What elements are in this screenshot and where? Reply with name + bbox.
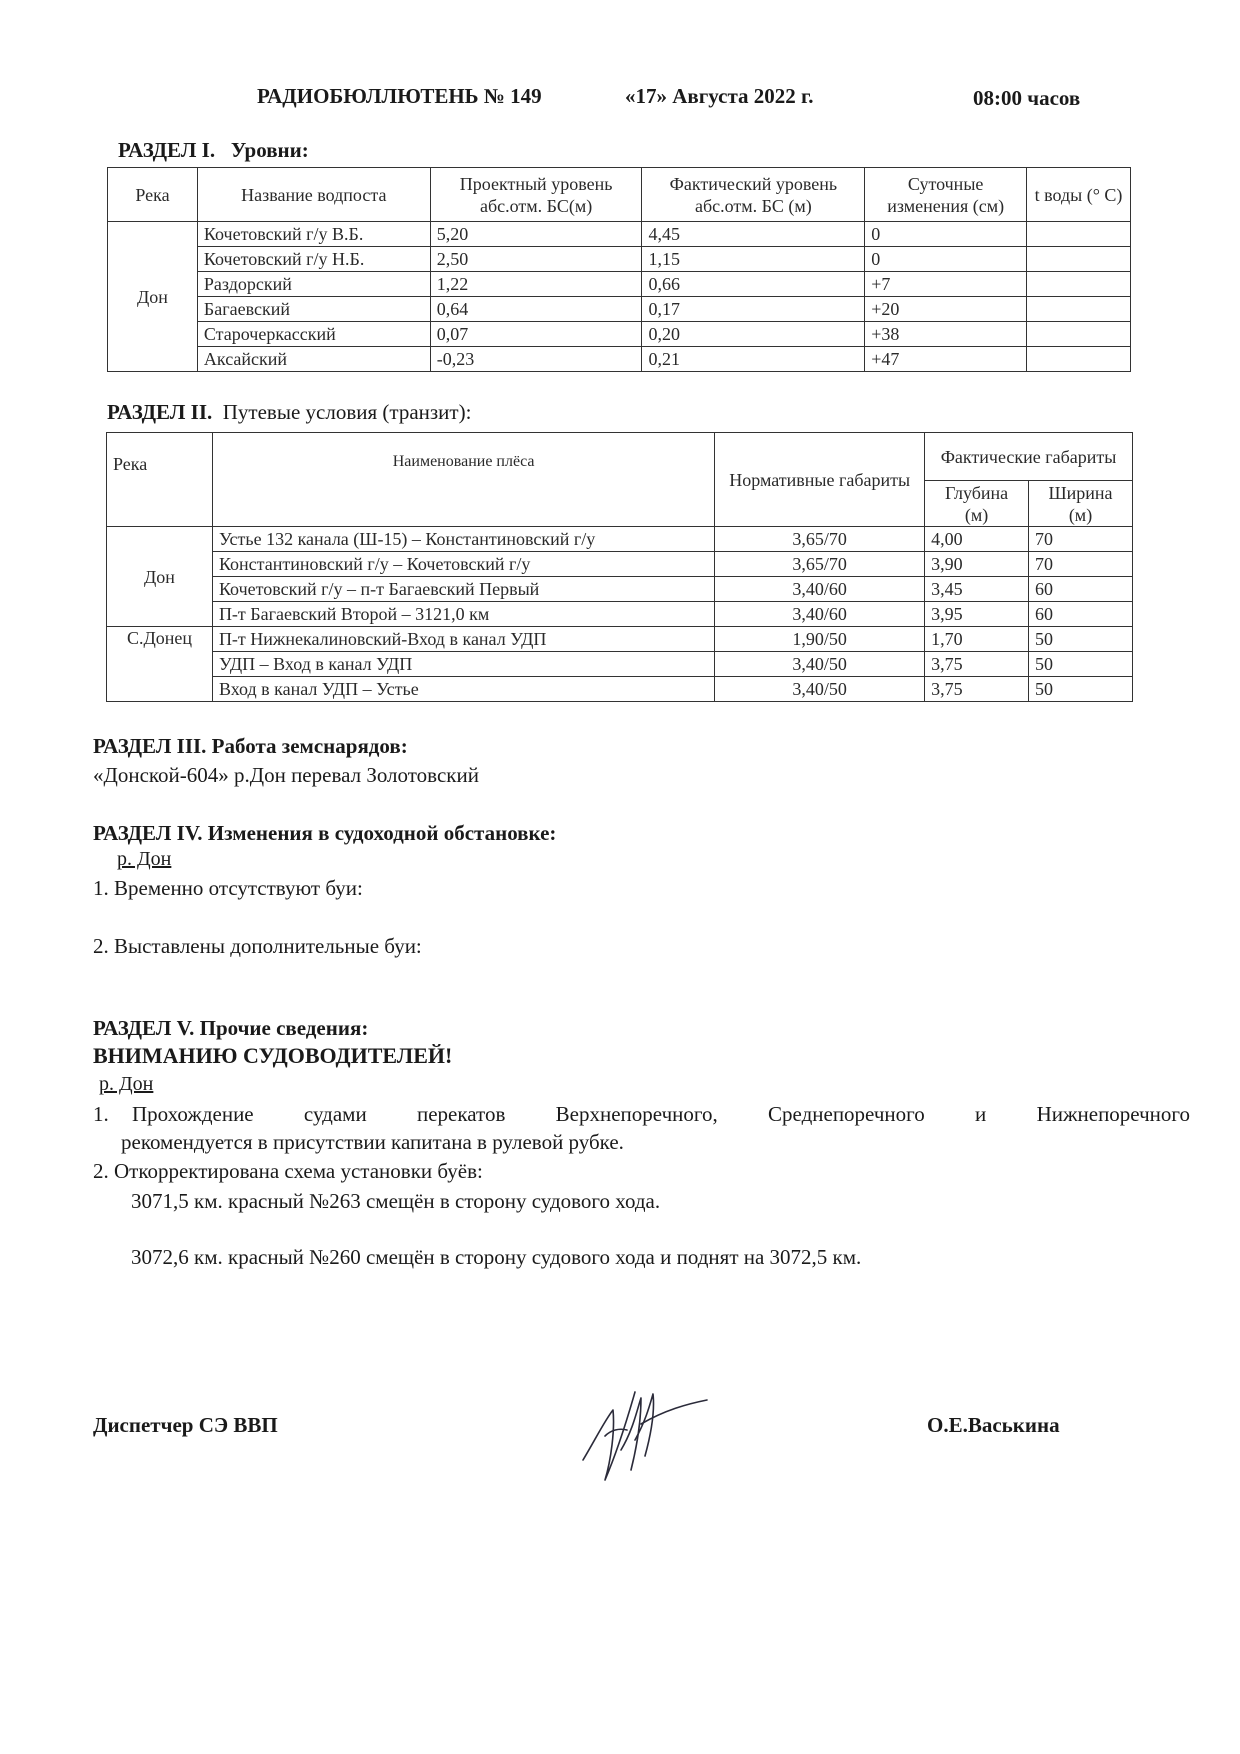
transit-depth: 3,95 <box>925 602 1029 627</box>
levels-col-river: Река <box>108 168 198 222</box>
levels-table <box>107 167 1131 372</box>
levels-project: 2,50 <box>430 247 642 272</box>
transit-norm: 3,65/70 <box>715 552 925 577</box>
transit-width: 60 <box>1029 577 1133 602</box>
levels-col-change: Суточные изменения (см) <box>865 168 1027 222</box>
table-row <box>107 577 1133 602</box>
levels-actual: 0,66 <box>642 272 865 297</box>
transit-col-river: Река <box>107 433 213 527</box>
transit-depth: 3,90 <box>925 552 1029 577</box>
section5-item1-num: 1. <box>93 1102 109 1126</box>
transit-depth: 3,75 <box>925 652 1029 677</box>
dispatcher-name: О.Е.Васькина <box>927 1413 1060 1437</box>
levels-change: +7 <box>865 272 1027 297</box>
levels-col-post: Название водпоста <box>197 168 430 222</box>
signature-icon <box>575 1380 715 1490</box>
levels-post: Раздорский <box>197 272 430 297</box>
transit-depth: 4,00 <box>925 527 1029 552</box>
section4-item-1: 1. Временно отсутствуют буи: <box>93 876 363 900</box>
transit-header-row <box>107 433 1133 481</box>
table-row <box>108 347 1131 372</box>
levels-header-row <box>108 168 1131 222</box>
section2-heading <box>107 400 471 425</box>
transit-name: Кочетовский г/у – п-т Багаевский Первый <box>212 577 714 602</box>
section4-title: РАЗДЕЛ IV. Изменения в судоходной обстановке: <box>93 821 557 845</box>
levels-post: Аксайский <box>197 347 430 372</box>
bulletin-date: «17» Августа 2022 г. <box>625 84 814 108</box>
levels-post: Кочетовский г/у В.Б. <box>197 222 430 247</box>
section1-heading <box>118 138 309 163</box>
section5-item1-line2: рекомендуется в присутствии капитана в рулевой рубке. <box>121 1130 624 1154</box>
transit-col-width: Ширина (м) <box>1029 481 1133 527</box>
transit-river-cell: Дон <box>107 527 213 627</box>
levels-temp <box>1027 247 1131 272</box>
bulletin-title: РАДИОБЮЛЛЮТЕНЬ № 149 <box>257 84 542 108</box>
table-row <box>108 272 1131 297</box>
dispatcher-position: Диспетчер СЭ ВВП <box>93 1413 278 1437</box>
section5-river: р. Дон <box>99 1073 154 1095</box>
table-row <box>107 652 1133 677</box>
attention-heading: ВНИМАНИЮ СУДОВОДИТЕЛЕЙ! <box>93 1043 453 1068</box>
levels-temp <box>1027 222 1131 247</box>
transit-name: П-т Багаевский Второй – 3121,0 км <box>212 602 714 627</box>
transit-name: Вход в канал УДП – Устье <box>212 677 714 702</box>
transit-width: 70 <box>1029 527 1133 552</box>
transit-table <box>106 432 1133 702</box>
levels-project: 5,20 <box>430 222 642 247</box>
levels-actual: 0,20 <box>642 322 865 347</box>
transit-width: 60 <box>1029 602 1133 627</box>
transit-name: П-т Нижнекалиновский-Вход в канал УДП <box>212 627 714 652</box>
levels-col-project: Проектный уровень абс.отм. БС(м) <box>430 168 642 222</box>
levels-temp <box>1027 322 1131 347</box>
transit-river-cell: С.Донец <box>107 627 213 702</box>
levels-project: 1,22 <box>430 272 642 297</box>
transit-width: 50 <box>1029 627 1133 652</box>
transit-norm: 3,65/70 <box>715 527 925 552</box>
transit-depth: 1,70 <box>925 627 1029 652</box>
transit-name: Константиновский г/у – Кочетовский г/у <box>212 552 714 577</box>
transit-depth: 3,75 <box>925 677 1029 702</box>
transit-norm: 3,40/60 <box>715 602 925 627</box>
transit-name: Устье 132 канала (Ш-15) – Константиновский г/у <box>212 527 714 552</box>
levels-project: 0,64 <box>430 297 642 322</box>
section1-number: РАЗДЕЛ I. <box>118 138 216 162</box>
section5-title: РАЗДЕЛ V. Прочие сведения: <box>93 1016 369 1040</box>
levels-post: Кочетовский г/у Н.Б. <box>197 247 430 272</box>
section3-title: РАЗДЕЛ III. Работа земснарядов: <box>93 734 408 758</box>
table-row <box>107 552 1133 577</box>
section5-item2-a: 3071,5 км. красный №263 смещён в сторону судового хода. <box>131 1189 661 1213</box>
levels-post: Багаевский <box>197 297 430 322</box>
bulletin-time: 08:00 часов <box>973 86 1081 110</box>
levels-change: +38 <box>865 322 1027 347</box>
section4-item-2: 2. Выставлены дополнительные буи: <box>93 934 422 958</box>
table-row <box>108 247 1131 272</box>
levels-change: +20 <box>865 297 1027 322</box>
levels-actual: 0,21 <box>642 347 865 372</box>
levels-post: Старочеркасский <box>197 322 430 347</box>
section5-item1-line1: Прохождение судами перекатов Верхнепоречного, Среднепоречного и Нижнепоречного <box>132 1102 1190 1126</box>
table-row <box>107 677 1133 702</box>
levels-change: 0 <box>865 247 1027 272</box>
section5-item2: 2. Откорректирована схема установки буёв: <box>93 1159 483 1183</box>
levels-project: -0,23 <box>430 347 642 372</box>
transit-depth: 3,45 <box>925 577 1029 602</box>
transit-col-name: Наименование плёса <box>212 433 714 527</box>
levels-temp <box>1027 297 1131 322</box>
levels-change: 0 <box>865 222 1027 247</box>
levels-project: 0,07 <box>430 322 642 347</box>
levels-change: +47 <box>865 347 1027 372</box>
transit-norm: 3,40/50 <box>715 652 925 677</box>
table-row <box>107 602 1133 627</box>
transit-norm: 3,40/60 <box>715 577 925 602</box>
table-row <box>108 297 1131 322</box>
levels-actual: 4,45 <box>642 222 865 247</box>
section2-title: Путевые условия (транзит): <box>222 400 472 424</box>
transit-norm: 1,90/50 <box>715 627 925 652</box>
transit-width: 70 <box>1029 552 1133 577</box>
levels-river-cell: Дон <box>108 222 198 372</box>
levels-actual: 0,17 <box>642 297 865 322</box>
transit-width: 50 <box>1029 677 1133 702</box>
levels-col-actual: Фактический уровень абс.отм. БС (м) <box>642 168 865 222</box>
transit-col-fact: Фактические габариты <box>925 433 1133 481</box>
section4-river: р. Дон <box>117 848 172 870</box>
section1-title: Уровни: <box>230 138 309 162</box>
transit-col-depth: Глубина (м) <box>925 481 1029 527</box>
section5-item2-b: 3072,6 км. красный №260 смещён в сторону судового хода и поднят на 3072,5 км. <box>131 1245 862 1269</box>
transit-norm: 3,40/50 <box>715 677 925 702</box>
table-row <box>107 527 1133 552</box>
section2-number: РАЗДЕЛ II. <box>107 400 213 424</box>
transit-col-norm: Нормативные габариты <box>715 433 925 527</box>
table-row <box>108 222 1131 247</box>
levels-col-temp: t воды (° С) <box>1027 168 1131 222</box>
section3-text: «Донской-604» р.Дон перевал Золотовский <box>93 763 479 787</box>
levels-actual: 1,15 <box>642 247 865 272</box>
levels-temp <box>1027 347 1131 372</box>
transit-name: УДП – Вход в канал УДП <box>212 652 714 677</box>
table-row <box>107 627 1133 652</box>
transit-width: 50 <box>1029 652 1133 677</box>
levels-temp <box>1027 272 1131 297</box>
table-row <box>108 322 1131 347</box>
